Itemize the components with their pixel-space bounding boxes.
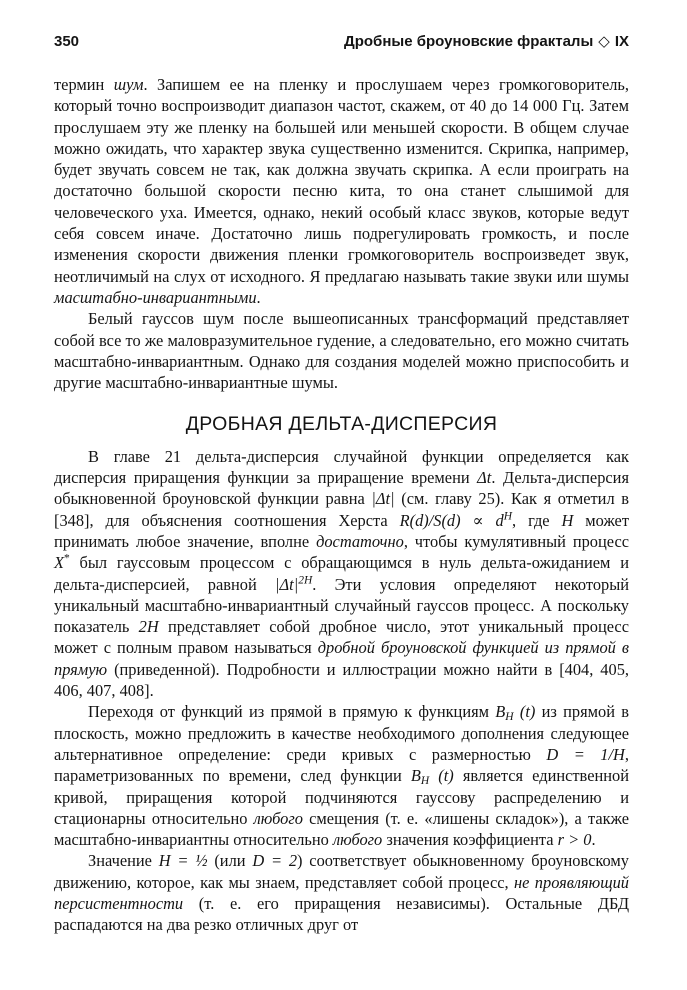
math-abs-delta-t: |Δt| [275, 574, 299, 594]
math-exponent-h: H [503, 510, 513, 523]
emphasis: шум [113, 75, 144, 94]
math-dimension: D = 1/H [546, 744, 625, 764]
text-run: (приведенной). Подробности и иллюстрации можно найти в [404, 405, 406, 407, 408]. [54, 659, 629, 701]
text-run: смещения (т. е. «лишены складок»), а также масштабно-инвариантны относительно [54, 808, 629, 850]
math-r-over-s: R(d)/S(d) [399, 510, 461, 530]
math-x: X [54, 553, 65, 573]
text-run: представляет собой дробное число, этот уникальный процесс может с полным правом называться [54, 617, 629, 658]
paragraph-5 [54, 850, 629, 935]
text-run: из прямой в плоскость, можно предложить в качестве необходимого дополнения следующее альтернативное определение: среди кривых с размерностью [54, 702, 629, 764]
text-run: значения коэффициента [382, 830, 558, 850]
math-d-two: D = 2 [252, 851, 298, 871]
emphasis: достаточно [316, 531, 404, 551]
section-heading: ДРОБНАЯ ДЕЛЬТА-ДИСПЕРСИЯ [185, 413, 498, 436]
text-run: , где [512, 510, 562, 530]
text-run: (т. е. его приращения независимы). Остальные ДБД распадаются на два резко отличных друг от [54, 893, 629, 935]
emphasis: не проявляющий персистентности [54, 872, 629, 913]
math-abs-delta-t: |Δt| [371, 489, 395, 509]
math-h-half: H = ½ [158, 851, 208, 871]
chapter-number: IX [614, 33, 629, 50]
math-subscript-h: H [505, 711, 514, 724]
text-run: , чтобы кумулятивный процесс [403, 531, 629, 551]
diamond-separator-icon: ◇ [598, 33, 610, 50]
text-run: (см. главу 25). Как я отметил в [348], для объяснения соотношения Херста [54, 489, 630, 530]
text-run: ) соответствует обыкновенному броуновскому движению, которое, как мы знаем, представляет собой процесс, [54, 851, 629, 892]
text-run: является единственной кривой, приращения которой подчиняются гауссову распределению и стационарны относительно [54, 766, 629, 828]
emphasis: любого [332, 830, 383, 850]
emphasis: любого [253, 808, 303, 828]
text-run: (или [207, 851, 253, 871]
math-b: B [410, 766, 421, 786]
math-delta-t: Δt [477, 468, 492, 488]
chapter-title: Дробные броуновские фракталы [344, 33, 594, 50]
text-run: был гауссовым процессом с обращающимся в нуль дельта-ожиданием и дельта-дисперсией, равной [54, 553, 629, 594]
chapter-header [344, 32, 629, 50]
text-run: . Дельта-дисперсия обыкновенной броуновской функции равна [54, 468, 629, 509]
text-run: . Запишем ее на пленку и прослушаем через громкоговоритель, который точно воспроизводит диапазон частот, скажем, от 40 до 14 000 Гц. Затем прослушаем эту же пленку на большей или меньшей скорости. В общем случае можно ожидать, что характер звука существенно изменится. Скрипка, например, будет звучать совсем не так, как должна звучать скрипка. А если проиграть на достаточно большой скорости песню кита, то она станет слышимой для человеческого уха. Имеется, однако, некий особый класс звуков, которые ведут себя совсем иначе. Достаточно лишь подрегулировать громкость, и после изменения скорости движения пленки громкоговоритель воспроизведет звук, неотличимый на слух от исходного. Я предлагаю называть такие звуки или шумы [54, 75, 629, 286]
math-proportional: ∝ [460, 510, 496, 530]
text-run: , параметризованных по времени, след функции [54, 744, 629, 786]
emphasis: масштабно-инвариантными [54, 287, 257, 307]
math-star: * [64, 552, 70, 565]
math-b: B [495, 702, 506, 722]
paragraph-3 [54, 446, 629, 702]
emphasis: дробной броуновской функцией из прямой в прямую [54, 638, 629, 679]
text-run: может принимать любое значение, вполне [54, 510, 629, 551]
page-number: 350 [54, 33, 80, 50]
text-run: . Эти условия определяют некоторый уникальный масштабно-инвариантный случайный гауссов процесс. А поскольку показатель [54, 574, 629, 637]
body-text [54, 74, 629, 936]
running-head [54, 32, 629, 50]
text-run: . [591, 830, 596, 850]
text-run: Значение [88, 851, 159, 871]
math-r: r > 0 [557, 830, 592, 850]
math-subscript-h: H [420, 775, 430, 788]
paragraph-1 [54, 74, 629, 308]
text-run: . [256, 287, 261, 307]
math-exponent-2h: 2H [298, 574, 313, 587]
math-argument-t: (t) [513, 702, 536, 722]
text-run: термин [54, 75, 114, 94]
math-argument-t: (t) [429, 766, 454, 786]
text-run: Переходя от функций из прямой в прямую к функциям [88, 702, 496, 722]
math-2h: 2H [138, 617, 159, 637]
math-h: H [561, 510, 574, 530]
paragraph-2: Белый гауссов шум после вышеописанных трансформаций представляет собой все то же маловразумительное гудение, а следовательно, его можно считать масштабно-инвариантным. Однако для создания моделей можно приспособить и другие масштабно-инвариантные шумы. [54, 309, 629, 393]
text-run: В главе 21 дельта-дисперсия случайной функции определяется как дисперсия приращения функции за приращение времени [54, 446, 629, 488]
math-d: d [495, 510, 504, 530]
paragraph-4 [54, 701, 629, 850]
